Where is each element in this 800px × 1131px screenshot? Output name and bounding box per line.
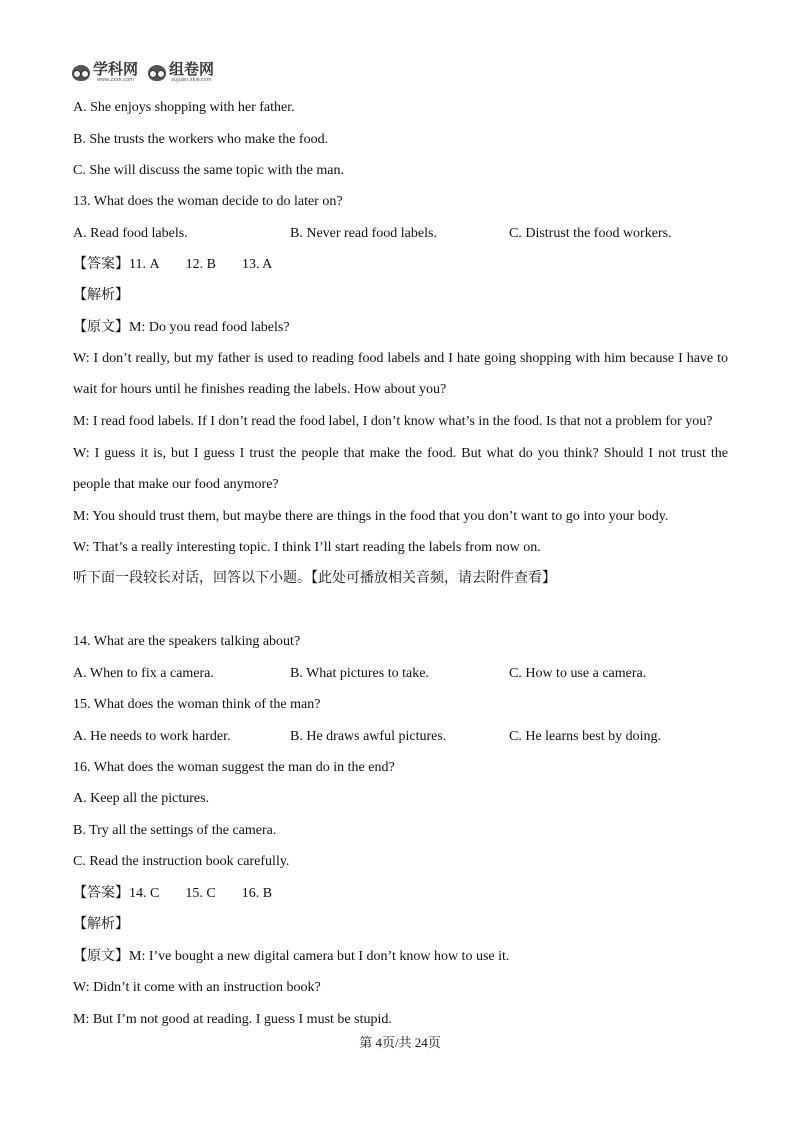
- transcript-line: W: That’s a really interesting topic. I think I’ll start reading the labels from now on.: [73, 540, 541, 555]
- logo-name: 组卷网: [169, 60, 215, 78]
- option: A. He needs to work harder.: [73, 729, 231, 744]
- transcript-line: W: I don’t really, but my father is used to reading food labels and I hate going shopping with him because I have to: [73, 351, 728, 366]
- option: C. He learns best by doing.: [509, 729, 662, 744]
- answer: 15. C: [185, 886, 216, 901]
- answer: 11. A: [129, 257, 160, 272]
- transcript-line: wait for hours until he finishes reading the labels. How about you?: [73, 382, 447, 397]
- answer-line: [73, 885, 272, 903]
- transcript-line: M: You should trust them, but maybe there are things in the food that you don’t want to go into your body.: [73, 509, 669, 524]
- question: 13. What does the woman decide to do later on?: [73, 194, 343, 209]
- logo-zujuan: [148, 62, 214, 83]
- option: C. Read the instruction book carefully.: [73, 854, 290, 869]
- logo-url: zujuan.xkw.com: [171, 77, 212, 83]
- page-number: 第 4页/共 24页: [359, 1035, 441, 1050]
- question: 15. What does the woman think of the man?: [73, 697, 321, 712]
- instruction: 听下面一段较长对话，回答以下小题。【此处可播放相关音频，请去附件查看】: [73, 571, 556, 586]
- option: B. Never read food labels.: [290, 226, 437, 241]
- transcript-label: 【原文】: [73, 949, 129, 964]
- transcript-line: people that make our food anymore?: [73, 477, 279, 492]
- option: A. When to fix a camera.: [73, 666, 214, 681]
- answer: 14. C: [129, 886, 160, 901]
- transcript-text: M: I’ve bought a new digital camera but I don’t know how to use it.: [129, 949, 510, 964]
- transcript-line: [73, 948, 509, 966]
- option: B. She trusts the workers who make the food.: [73, 132, 329, 147]
- option: A. Read food labels.: [73, 226, 188, 241]
- transcript-line: W: Didn’t it come with an instruction book?: [73, 980, 321, 995]
- analysis-label: 【解析】: [73, 917, 129, 932]
- option: B. What pictures to take.: [290, 666, 429, 681]
- answer-line: [73, 256, 272, 274]
- answer-label: 【答案】: [73, 257, 129, 272]
- answer-label: 【答案】: [73, 886, 129, 901]
- logo-url: www.zxxk.com: [96, 77, 135, 83]
- question: 14. What are the speakers talking about?: [73, 634, 301, 649]
- answer: 16. B: [241, 886, 273, 901]
- option: A. Keep all the pictures.: [73, 791, 210, 806]
- transcript-text: M: Do you read food labels?: [129, 320, 290, 335]
- transcript-line: [73, 319, 290, 337]
- logo-name: 学科网: [93, 60, 139, 78]
- answer: 12. B: [185, 257, 216, 272]
- transcript-line: W: I guess it is, but I guess I trust the people that make the food. But what do you think? Should I not trust the: [73, 446, 728, 461]
- option: B. Try all the settings of the camera.: [73, 823, 277, 838]
- answer: 13. A: [241, 257, 273, 272]
- header-logos: [72, 62, 214, 83]
- option: C. She will discuss the same topic with the man.: [73, 163, 345, 178]
- option: B. He draws awful pictures.: [290, 729, 447, 744]
- question: 16. What does the woman suggest the man do in the end?: [73, 760, 395, 775]
- logo-zxxk: [72, 62, 138, 83]
- transcript-line: M: But I’m not good at reading. I guess I must be stupid.: [73, 1012, 392, 1027]
- option: C. Distrust the food workers.: [509, 226, 672, 241]
- owl-logo-icon: [148, 65, 166, 81]
- option: A. She enjoys shopping with her father.: [73, 100, 295, 115]
- option: C. How to use a camera.: [509, 666, 647, 681]
- transcript-line: M: I read food labels. If I don’t read the food label, I don’t know what’s in the food. Is that not a problem for you?: [73, 414, 713, 429]
- transcript-label: 【原文】: [73, 320, 129, 335]
- owl-logo-icon: [72, 65, 90, 81]
- analysis-label: 【解析】: [73, 288, 129, 303]
